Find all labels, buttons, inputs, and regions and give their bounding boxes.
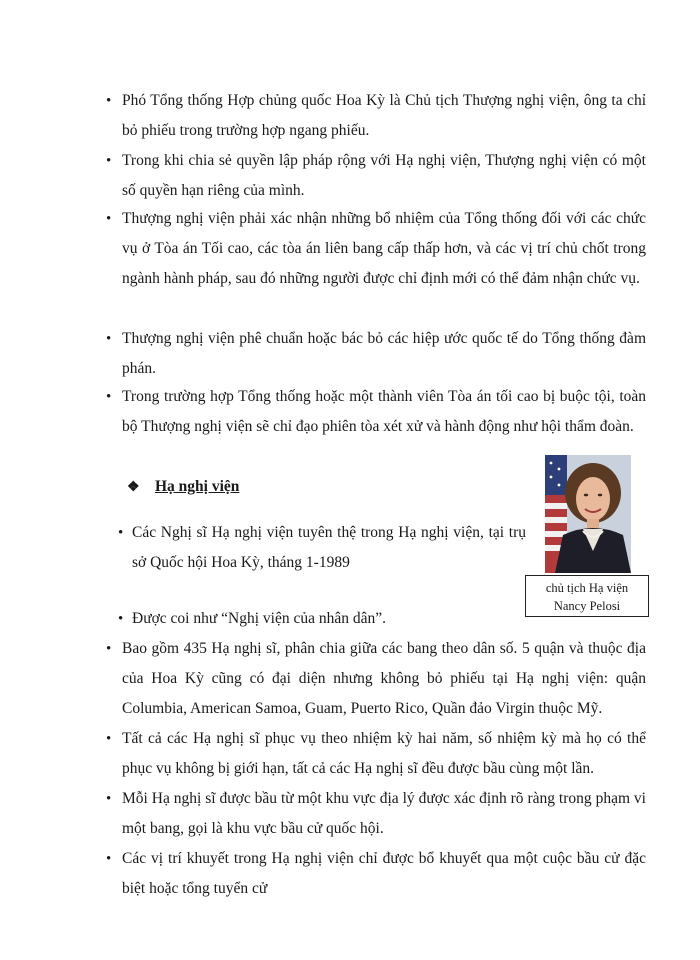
bullet-text: Được coi như “Nghị viện của nhân dân”. [132,610,386,627]
bullet-icon: • [106,791,112,807]
bullet-text: Thượng nghị viện phải xác nhận những bổ nhiệm của Tổng thống đối với các chức vụ ở Tòa án Tối cao, các tòa án liên bang cấp thấp hơn, và các vị trí chủ chốt trong ngành hành pháp, sau đó những người được chỉ định mới có thể đảm nhận chức vụ. [122,210,646,287]
section-heading-text: Hạ nghị viện [155,478,240,495]
bullet-icon: • [106,153,112,169]
bullet-text: Phó Tổng thống Hợp chủng quốc Hoa Kỳ là Chủ tịch Thượng nghị viện, ông ta chỉ bỏ phiếu trong trường hợp ngang phiếu. [122,92,646,139]
bullet-icon: • [106,211,112,227]
portrait-image-icon [545,455,631,573]
bullet-icon: • [106,331,112,347]
section-heading [127,476,239,499]
list-item [118,604,526,634]
list-item [106,724,646,784]
bullet-icon: • [106,731,112,747]
bullet-text: Trong trường hợp Tổng thống hoặc một thành viên Tòa án tối cao bị buộc tội, toàn bộ Thượng nghị viện sẽ chỉ đạo phiên tòa xét xử và hành động như hội thẩm đoàn. [122,388,646,435]
portrait-figure [525,448,651,618]
diamond-bullet-icon: ❖ [127,480,140,495]
bullet-icon: • [106,641,112,657]
bullet-icon: • [106,93,112,109]
bullet-text: Các vị trí khuyết trong Hạ nghị viện chỉ được bổ khuyết qua một cuộc bầu cử đặc biệt hoặc tổng tuyển cử [122,850,646,897]
list-item [118,518,526,578]
list-item [106,844,646,904]
bullet-icon: • [118,611,124,627]
bullet-text: Thượng nghị viện phê chuẩn hoặc bác bỏ các hiệp ước quốc tế do Tổng thống đàm phán. [122,330,646,377]
list-item [106,784,646,844]
portrait-photo [545,455,631,573]
list-item [106,146,646,206]
photo-caption [525,575,649,617]
bullet-text: Tất cả các Hạ nghị sĩ phục vụ theo nhiệm kỳ hai năm, số nhiệm kỳ mà họ có thể phục vụ không bị giới hạn, tất cả các Hạ nghị sĩ đều được bầu cùng một lần. [122,730,646,777]
caption-line: chủ tịch Hạ viện [545,581,629,595]
bullet-icon: • [106,851,112,867]
list-item [106,634,646,724]
bullet-text: Bao gồm 435 Hạ nghị sĩ, phân chia giữa các bang theo dân số. 5 quận và thuộc địa của Hoa Kỳ cũng có đại diện nhưng không bỏ phiếu tại Hạ nghị viện: quận Columbia, American Samoa, Guam, Puerto Rico, Quần đảo Virgin thuộc Mỹ. [122,640,646,717]
bullet-text: Mỗi Hạ nghị sĩ được bầu từ một khu vực địa lý được xác định rõ ràng trong phạm vi một bang, gọi là khu vực bầu cử quốc hội. [122,790,646,837]
bullet-text: Trong khi chia sẻ quyền lập pháp rộng với Hạ nghị viện, Thượng nghị viện có một số quyền hạn riêng của mình. [122,152,646,199]
list-item [106,204,646,294]
list-item [106,324,646,384]
bullet-icon: • [106,389,112,405]
list-item [106,86,646,146]
caption-line: Nancy Pelosi [553,599,621,613]
bullet-icon: • [118,525,124,541]
list-item [106,382,646,442]
bullet-text: Các Nghị sĩ Hạ nghị viện tuyên thệ trong Hạ nghị viện, tại trụ sở Quốc hội Hoa Kỳ, tháng 1-1989 [132,524,526,571]
